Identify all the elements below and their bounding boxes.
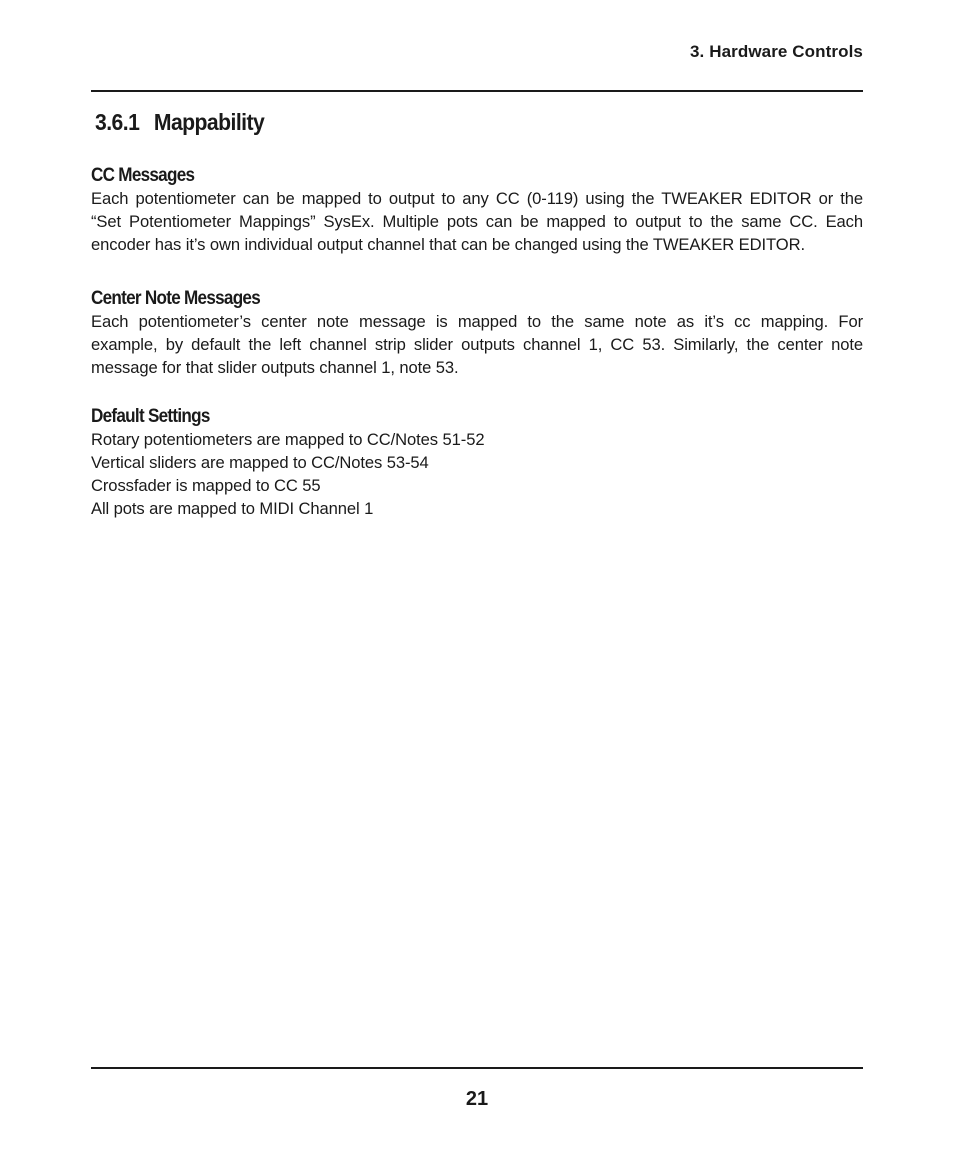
paragraph-line: example, by default the left channel strip slider outputs channel 1, CC 53. Similarly, the center note [91,335,863,354]
footer-rule [91,1067,863,1069]
section-title [95,109,264,136]
header-rule [91,90,863,92]
center-note-paragraph [91,310,863,379]
settings-line: Vertical sliders are mapped to CC/Notes 53-54 [91,453,429,472]
cc-messages-heading: CC Messages [91,165,195,186]
settings-line: Rotary potentiometers are mapped to CC/Notes 51-52 [91,430,485,449]
cc-messages-block [91,164,863,256]
paragraph-line: Each potentiometer’s center note message is mapped to the same note as it’s cc mapping. For [91,312,863,331]
section-number: 3.6.1 [95,109,140,135]
settings-line: All pots are mapped to MIDI Channel 1 [91,499,374,518]
paragraph-line: message for that slider outputs channel 1, note 53. [91,358,459,377]
page-number: 21 [465,1088,489,1110]
paragraph-line: “Set Potentiometer Mappings” SysEx. Multiple pots can be mapped to output to the same CC. Each [91,212,863,231]
running-header: 3. Hardware Controls [690,42,863,61]
section-name: Mappability [153,109,265,135]
settings-line: Crossfader is mapped to CC 55 [91,476,321,495]
center-note-heading: Center Note Messages [91,288,261,309]
default-settings-block [91,405,863,520]
default-settings-heading: Default Settings [91,406,210,427]
cc-messages-paragraph [91,187,863,256]
paragraph-line: Each potentiometer can be mapped to output to any CC (0-119) using the TWEAKER EDITOR or the [91,189,863,208]
center-note-block [91,287,863,379]
paragraph-line: encoder has it’s own individual output channel that can be changed using the TWEAKER EDITOR. [91,235,805,254]
